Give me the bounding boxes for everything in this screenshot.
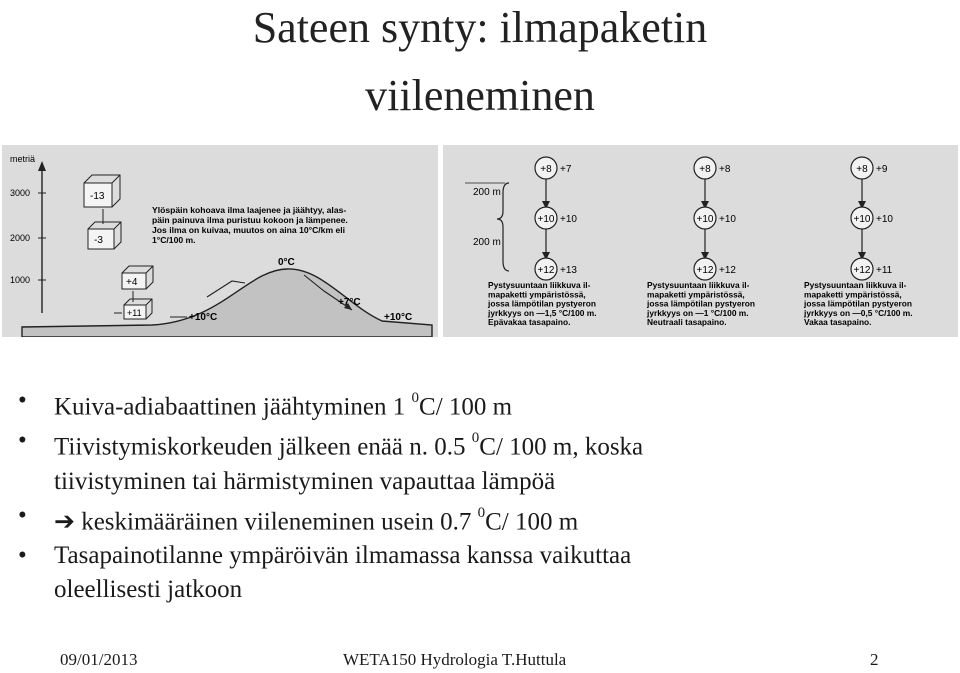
bullet-marker: •: [18, 387, 27, 414]
tick-1000: 1000: [10, 275, 31, 285]
env-temp: +12: [719, 265, 736, 276]
parcel-temp: +8: [540, 164, 552, 175]
bullet-item: • Tasapainotilanne ympäröivän ilmamassa kanssa vaikuttaa oleellisesti jatkoon: [18, 539, 948, 607]
temp-slope: +7°C: [338, 297, 361, 308]
column-caption: Pystysuuntaan liikkuva il-: [804, 280, 907, 290]
bullet-list: [18, 384, 948, 607]
bullet-item: • Tiivistymiskorkeuden jälkeen enää n. 0.5 $^0$C/ 100 m, koska tiivistyminen tai härmistyminen vapauttaa lämpöä: [18, 424, 948, 498]
cube-value: -3: [94, 235, 103, 246]
column-caption: jossa lämpötilan pystyeron: [804, 298, 912, 309]
figure-text-line: Jos ilma on kuivaa, muutos on aina 10°C/km eli: [152, 225, 346, 235]
tick-3000: 3000: [10, 188, 31, 198]
env-temp: +10: [876, 214, 893, 225]
column-caption: Pystysuuntaan liikkuva il-: [488, 280, 591, 290]
column-caption: jyrkkyys on —0,5 °C/100 m.: [804, 307, 913, 318]
env-temp: +13: [560, 265, 577, 276]
env-temp: +10: [719, 214, 736, 225]
cube-ground: [124, 299, 152, 319]
env-temp: +10: [560, 214, 577, 225]
parcel-temp: +12: [696, 265, 714, 276]
parcel-temp: +8: [856, 164, 868, 175]
column-caption: Epävakaa tasapaino.: [488, 317, 571, 328]
cube-2000: [88, 222, 121, 249]
tick-2000: 2000: [10, 233, 31, 243]
figure-text-line: Ylöspäin kohoava ilma laajenee ja jäähtyy, alas-: [152, 205, 347, 215]
temp-base-right: +10°C: [384, 312, 413, 323]
parcel-temp: +10: [853, 214, 871, 225]
column-caption: Vakaa tasapaino.: [804, 317, 872, 328]
bullet-item: • ➔ keskimääräinen viileneminen usein 0.7 $^0$C/ 100 m: [18, 499, 948, 539]
env-temp: +7: [560, 164, 572, 175]
arrow-icon: ➔: [54, 507, 75, 535]
footer-page-number: 2: [870, 650, 879, 669]
column-caption: jossa lämpötilan pystyeron: [488, 298, 596, 309]
temp-peak: 0°C: [278, 257, 295, 268]
slide-title-line2: viileneminen: [365, 71, 595, 120]
parcel-temp: +10: [696, 214, 714, 225]
column-caption: Neutraali tasapaino.: [647, 317, 727, 328]
column-caption: jyrkkyys on —1 °C/100 m.: [647, 307, 749, 318]
adiabatic-figure: [2, 145, 438, 337]
bullet-marker: •: [18, 501, 27, 529]
column-caption: Pystysuuntaan liikkuva il-: [647, 280, 750, 290]
bullet-marker: •: [18, 541, 27, 569]
bullet-item: • Kuiva-adiabaattinen jäähtyminen 1 $^0$C/ 100 m: [18, 384, 948, 424]
parcel-temp: +8: [699, 164, 711, 175]
column-caption: jyrkkyys on —1,5 °C/100 m.: [488, 307, 597, 318]
column-caption: jossa lämpötilan pystyeron: [647, 298, 755, 309]
temp-base-left: +10°C: [189, 312, 218, 323]
scale-label-bottom: 200 m: [473, 237, 501, 248]
column-caption: mapaketti ympäristössä,: [647, 289, 745, 300]
figure-text-line: päin painuva ilma puristuu kokoon ja lämpenee.: [152, 215, 348, 225]
footer-date: 09/01/2013: [60, 650, 138, 669]
parcel-temp: +12: [853, 265, 871, 276]
parcel-temp: +12: [537, 265, 555, 276]
column-caption: mapaketti ympäristössä,: [488, 289, 586, 300]
cube-3000: [84, 175, 120, 207]
scale-label-top: 200 m: [473, 187, 501, 198]
cube-value: +11: [127, 308, 142, 318]
stability-column: [803, 157, 913, 327]
parcel-temp: +10: [537, 214, 555, 225]
env-temp: +11: [876, 265, 893, 276]
slide-title-line1: Sateen synty: ilmapaketin: [252, 3, 708, 52]
bullet-marker: •: [18, 427, 27, 455]
footer-course: WETA150 Hydrologia T.Huttula: [343, 650, 567, 669]
stability-figure: [443, 145, 958, 337]
axis-label: metriä: [10, 154, 36, 164]
env-temp: +8: [719, 164, 731, 175]
stability-column: [646, 157, 755, 327]
figure-text-line: 1°C/100 m.: [152, 235, 196, 245]
cube-1000: [122, 266, 153, 289]
env-temp: +9: [876, 164, 888, 175]
column-caption: mapaketti ympäristössä,: [804, 289, 902, 300]
cube-value: +4: [126, 277, 138, 288]
cube-value: -13: [90, 191, 105, 202]
